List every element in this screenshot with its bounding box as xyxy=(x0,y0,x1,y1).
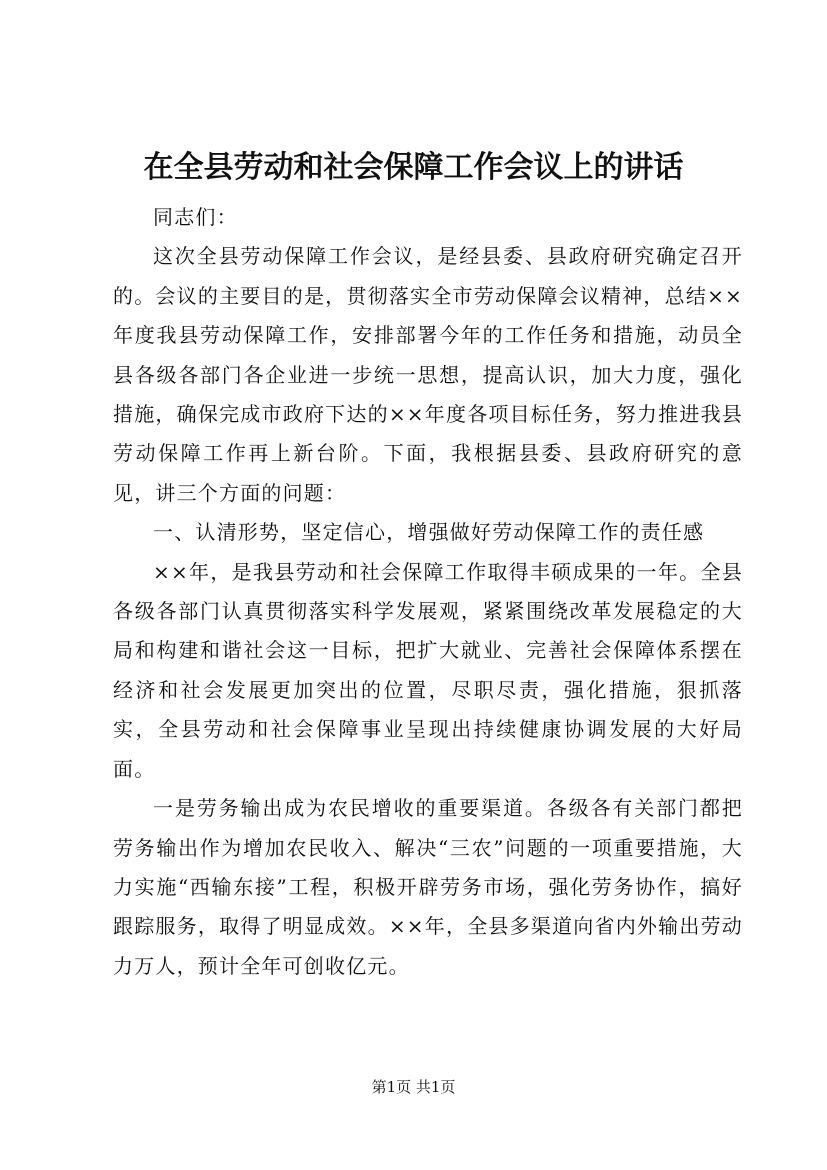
paragraph-intro: 这次全县劳动保障工作会议，是经县委、县政府研究确定召开的。会议的主要目的是，贯彻落实全市劳动保障会议精神，总结××年度我县劳动保障工作，安排部署今年的工作任务和措施，动员全县各级各部门各企业进一步统一思想，提高认识，加大力度，强化措施，确保完成市政府下达的××年度各项目标任务，努力推进我县劳动保障工作再上新台阶。下面，我根据县委、县政府研究的意见，讲三个方面的问题： xyxy=(113,244,743,505)
salutation: 同志们： xyxy=(153,205,238,229)
paragraph-labor-export: 一是劳务输出成为农民增收的重要渠道。各级各有关部门都把劳务输出作为增加农民收入、解决“三农”问题的一项重要措施，大力实施“西输东接”工程，积极开辟劳务市场，强化劳务协作，搞好跟踪服务，取得了明显成效。××年，全县多渠道向省内外输出劳动力万人，预计全年可创收亿元。 xyxy=(113,796,743,978)
document-title: 在全县劳动和社会保障工作会议上的讲话 xyxy=(143,150,684,185)
section-heading-1: 一、认清形势，坚定信心，增强做好劳动保障工作的责任感 xyxy=(153,520,705,545)
page-footer: 第1页 共1页 xyxy=(371,1078,456,1096)
document-body xyxy=(113,198,743,986)
paragraph-achievements: ××年，是我县劳动和社会保障工作取得丰硕成果的一年。全县各级各部门认真贯彻落实科学发展观，紧紧围绕改革发展稳定的大局和构建和谐社会这一目标，把扩大就业、完善社会保障体系摆在经济和社会发展更加突出的位置，尽职尽责，强化措施，狠抓落实，全县劳动和社会保障事业呈现出持续健康协调发展的大好局面。 xyxy=(113,559,743,781)
